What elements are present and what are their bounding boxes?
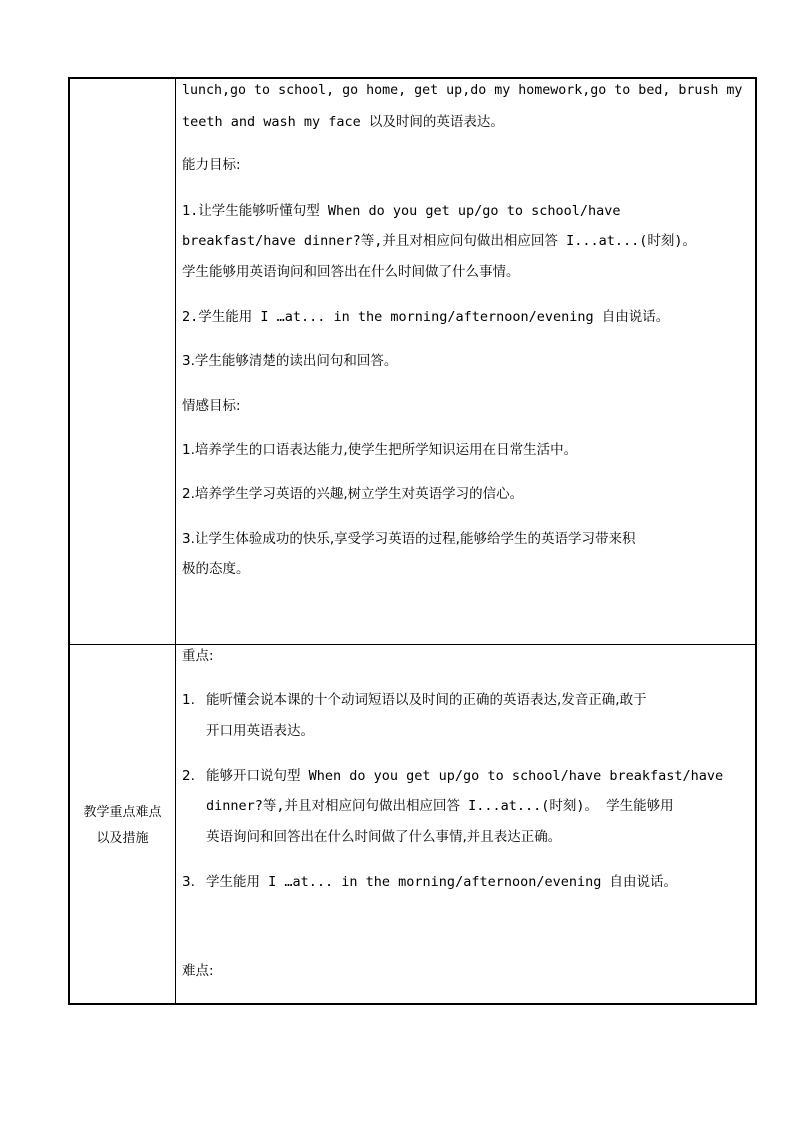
column-divider [175,79,176,1003]
text-line: breakfast/have dinner?等,并且对相应问句做出相应回答 I...at...(时刻)。 [182,233,696,249]
text-line: 学生能够用英语询问和回答出在什么时间做了什么事情。 [182,264,520,280]
text-line: dinner?等,并且对相应问句做出相应回答 I...at...(时刻)。 学生能够用 [206,798,674,814]
difficult-points-heading: 难点: [182,963,214,979]
item-number: 1. [182,692,195,708]
item-number: 3. [182,874,195,890]
key-points-label-cell [70,646,175,1005]
text-line: 能听懂会说本课的十个动词短语以及时间的正确的英语表达,发音正确,敢于 [206,692,647,708]
ability-goals-heading: 能力目标: [182,157,241,173]
text-line: 英语询问和回答出在什么时间做了什么事情,并且表达正确。 [206,829,562,845]
text-line: 2.培养学生学习英语的兴趣,树立学生对英语学习的信心。 [182,486,524,502]
text-line: 1.让学生能够听懂句型 When do you get up/go to school/have [182,203,621,219]
text-line: 学生能用 I …at... in the morning/afternoon/evening 自由说话。 [206,874,677,890]
key-points-heading: 重点: [182,648,214,664]
text-line: 3.学生能够清楚的读出问句和回答。 [182,353,398,369]
item-number: 2. [182,768,195,784]
text-line: 3.让学生体验成功的快乐,享受学习英语的过程,能够给学生的英语学习带来积 [182,531,636,547]
row-divider [70,644,755,645]
text-line: 开口用英语表达。 [206,723,314,739]
text-line: teeth and wash my face 以及时间的英语表达。 [182,114,504,130]
text-line: lunch,go to school, go home, get up,do my homework,go to bed, brush my [182,83,743,98]
key-points-label: 以及措施 [96,830,149,846]
emotion-goals-heading: 情感目标: [182,398,241,414]
text-line: 极的态度。 [182,561,250,577]
lesson-plan-table [68,77,757,1005]
text-line: 能够开口说句型 When do you get up/go to school/have breakfast/have [206,768,724,784]
key-points-label: 教学重点难点 [83,804,162,820]
text-line: 1.培养学生的口语表达能力,使学生把所学知识运用在日常生活中。 [182,442,578,458]
text-line: 2.学生能用 I …at... in the morning/afternoon/evening 自由说话。 [182,309,670,325]
